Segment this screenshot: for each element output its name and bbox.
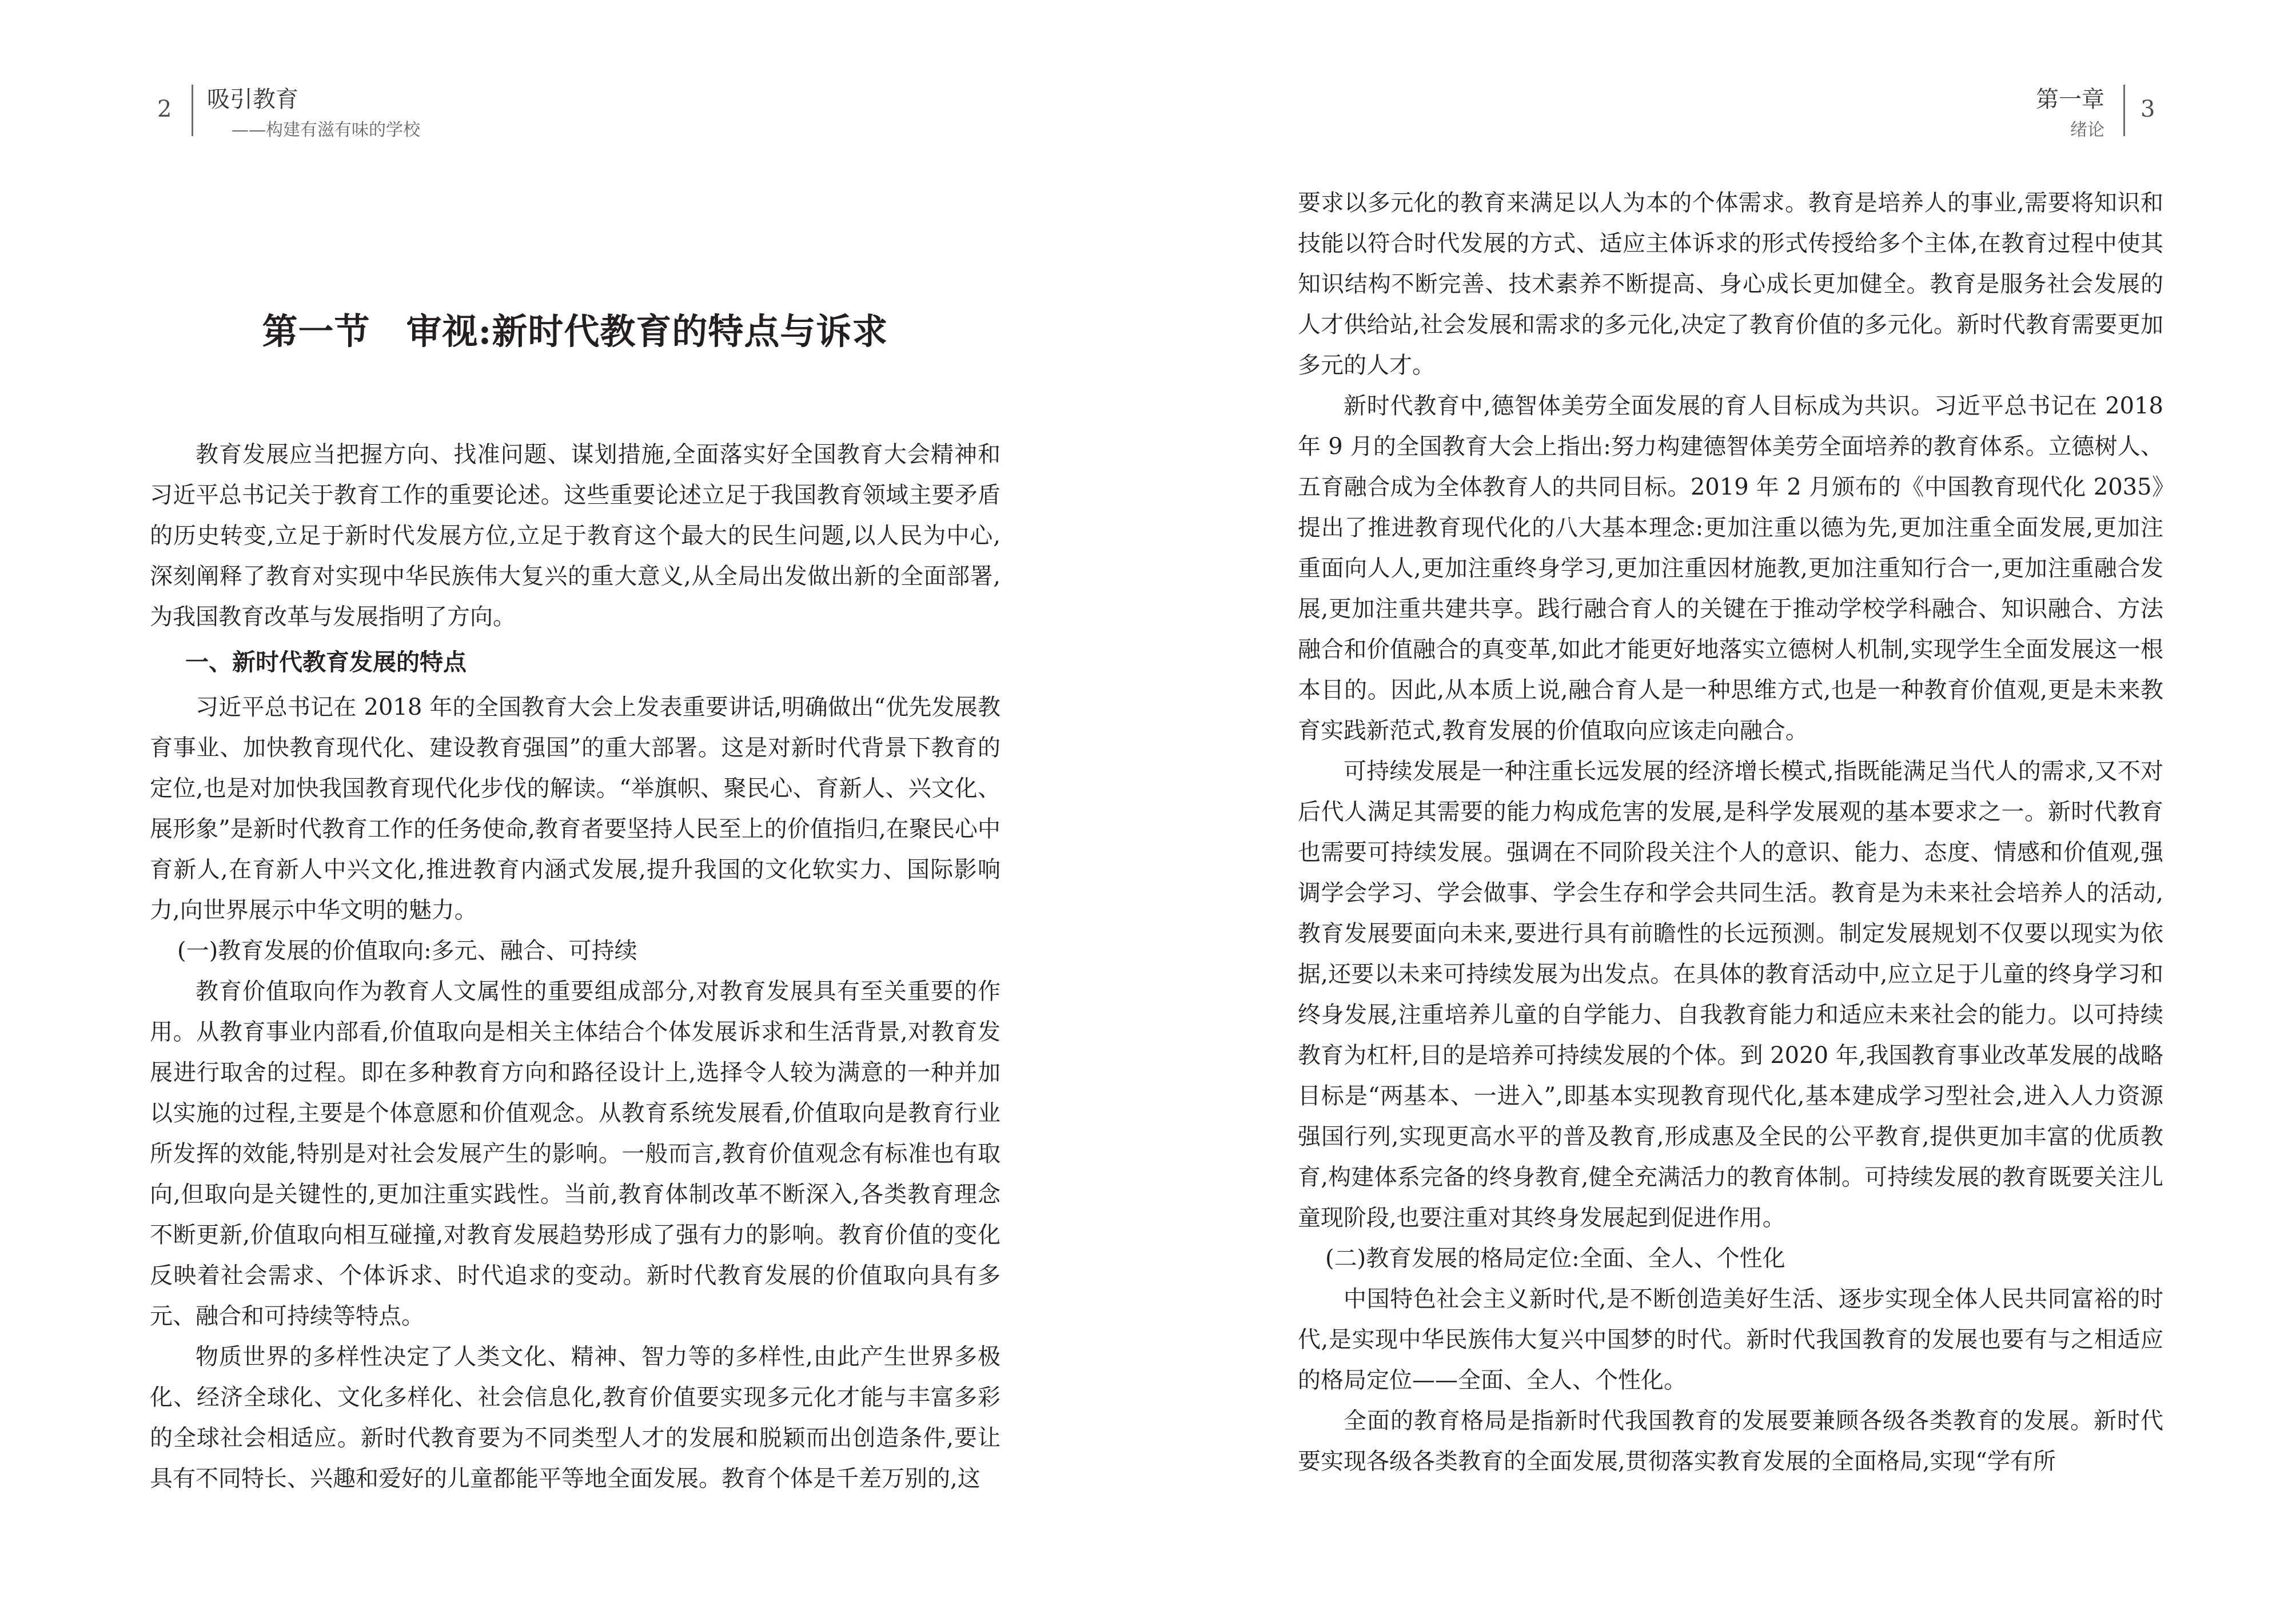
right-body-text xyxy=(1298,183,2163,1482)
left-body-text xyxy=(150,435,1000,1499)
header-divider-right xyxy=(2123,85,2125,136)
paragraph: 新时代教育中,德智体美劳全面发展的育人目标成为共识。习近平总书记在 2018 年 9 月的全国教育大会上指出:努力构建德智体美劳全面培养的教育体系。立德树人、五育融合成为全体教育人的共同目标。2019 年 2 月颁布的《中国教育现代化 2035》提出了推进教育现代化的八大基本理念:更加注重以德为先,更加注重全面发展,更加注重面向人人,更加注重终身学习,更加注重因材施教,更加注重知行合一,更加注重融合发展,更加注重共建共享。践行融合育人的关键在于推动学校学科融合、知识融合、方法融合和价值融合的真变革,如此才能更好地落实立德树人机制,实现学生全面发展这一根本目的。因此,从本质上说,融合育人是一种思维方式,也是一种教育价值观,更是未来教育实践新范式,教育发展的价值取向应该走向融合。 xyxy=(1298,393,2163,744)
running-header-title: 吸引教育 xyxy=(207,86,298,113)
paragraph: 可持续发展是一种注重长远发展的经济增长模式,指既能满足当代人的需求,又不对后代人满足其需要的能力构成危害的发展,是科学发展观的基本要求之一。新时代教育也需要可持续发展。强调在不同阶段关注个人的意识、能力、态度、情感和价值观,强调学会学习、学会做事、学会生存和学会共同生活。教育是为未来社会培养人的活动,教育发展要面向未来,要进行具有前瞻性的长远预测。制定发展规划不仅要以现实为依据,还要以未来可持续发展为出发点。在具体的教育活动中,应立足于儿童的终身学习和终身发展,注重培养儿童的自学能力、自我教育能力和适应未来社会的能力。以可持续教育为杠杆,目的是培养可持续发展的个体。到 2020 年,我国教育事业改革发展的战略目标是“两基本、一进入”,即基本实现教育现代化,基本建成学习型社会,进入人力资源强国行列,实现更高水平的普及教育,形成惠及全民的公平教育,提供更加丰富的优质教育,构建体系完备的终身教育,健全充满活力的教育体制。可持续发展的教育既要关注儿童现阶段,也要注重对其终身发展起到促进作用。 xyxy=(1298,758,2163,1231)
subheading-pattern-positioning: (二)教育发展的格局定位:全面、全人、个性化 xyxy=(1325,1245,1785,1272)
page-number-left: 2 xyxy=(157,96,172,122)
heading-new-era-features: 一、新时代教育发展的特点 xyxy=(185,648,467,676)
paragraph: 中国特色社会主义新时代,是不断创造美好生活、逐步实现全体人民共同富裕的时代,是实现中华民族伟大复兴中国梦的时代。新时代我国教育的发展也要有与之相适应的格局定位——全面、全人、个性化。 xyxy=(1298,1286,2163,1393)
header-divider-left xyxy=(192,85,193,136)
paragraph-continued: 要求以多元化的教育来满足以人为本的个体需求。教育是培养人的事业,需要将知识和技能以符合时代发展的方式、适应主体诉求的形式传授给多个主体,在教育过程中使其知识结构不断完善、技术素养不断提高、身心成长更加健全。教育是服务社会发展的人才供给站,社会发展和需求的多元化,决定了教育价值的多元化。新时代教育需要更加多元的人才。 xyxy=(1298,190,2163,379)
intro-paragraph: 教育发展应当把握方向、找准问题、谋划措施,全面落实好全国教育大会精神和习近平总书记关于教育工作的重要论述。这些重要论述立足于我国教育领域主要矛盾的历史转变,立足于新时代发展方位,立足于教育这个最大的民生问题,以人民为中心,深刻阐释了教育对实现中华民族伟大复兴的重大意义,从全局出发做出新的全面部署,为我国教育改革与发展指明了方向。 xyxy=(150,441,1000,630)
section-title: 第一节 审视:新时代教育的特点与诉求 xyxy=(262,310,888,352)
running-header-chapter-name: 绪论 xyxy=(2070,120,2104,140)
paragraph: 教育价值取向作为教育人文属性的重要组成部分,对教育发展具有至关重要的作用。从教育事业内部看,价值取向是相关主体结合个体发展诉求和生活背景,对教育发展进行取舍的过程。即在多种教育方向和路径设计上,选择令人较为满意的一种并加以实施的过程,主要是个体意愿和价值观念。从教育系统发展看,价值取向是教育行业所发挥的效能,特别是对社会发展产生的影响。一般而言,教育价值观念有标准也有取向,但取向是关键性的,更加注重实践性。当前,教育体制改革不断深入,各类教育理念不断更新,价值取向相互碰撞,对教育发展趋势形成了强有力的影响。教育价值的变化反映着社会需求、个体诉求、时代追求的变动。新时代教育发展的价值取向具有多元、融合和可持续等特点。 xyxy=(150,978,1000,1329)
right-page xyxy=(1148,0,2296,1621)
running-header-subtitle: ——构建有滋有味的学校 xyxy=(232,120,420,140)
page-number-right: 3 xyxy=(2140,96,2155,122)
paragraph: 物质世界的多样性决定了人类文化、精神、智力等的多样性,由此产生世界多极化、经济全球化、文化多样化、社会信息化,教育价值要实现多元化才能与丰富多彩的全球社会相适应。新时代教育要为不同类型人才的发展和脱颖而出创造条件,要让具有不同特长、兴趣和爱好的儿童都能平等地全面发展。教育个体是千差万别的,这 xyxy=(150,1344,1000,1492)
subheading-value-orientation: (一)教育发展的价值取向:多元、融合、可持续 xyxy=(177,938,637,964)
paragraph: 习近平总书记在 2018 年的全国教育大会上发表重要讲话,明确做出“优先发展教育事业、加快教育现代化、建设教育强国”的重大部署。这是对新时代背景下教育的定位,也是对加快我国教育现代化步伐的解读。“举旗帜、聚民心、育新人、兴文化、展形象”是新时代教育工作的任务使命,教育者要坚持人民至上的价值指归,在聚民心中育新人,在育新人中兴文化,推进教育内涵式发展,提升我国的文化软实力、国际影响力,向世界展示中华文明的魅力。 xyxy=(150,694,1000,923)
paragraph: 全面的教育格局是指新时代我国教育的发展要兼顾各级各类教育的发展。新时代要实现各级各类教育的全面发展,贯彻落实教育发展的全面格局,实现“学有所 xyxy=(1298,1408,2163,1475)
running-header-chapter: 第一章 xyxy=(2036,86,2104,113)
